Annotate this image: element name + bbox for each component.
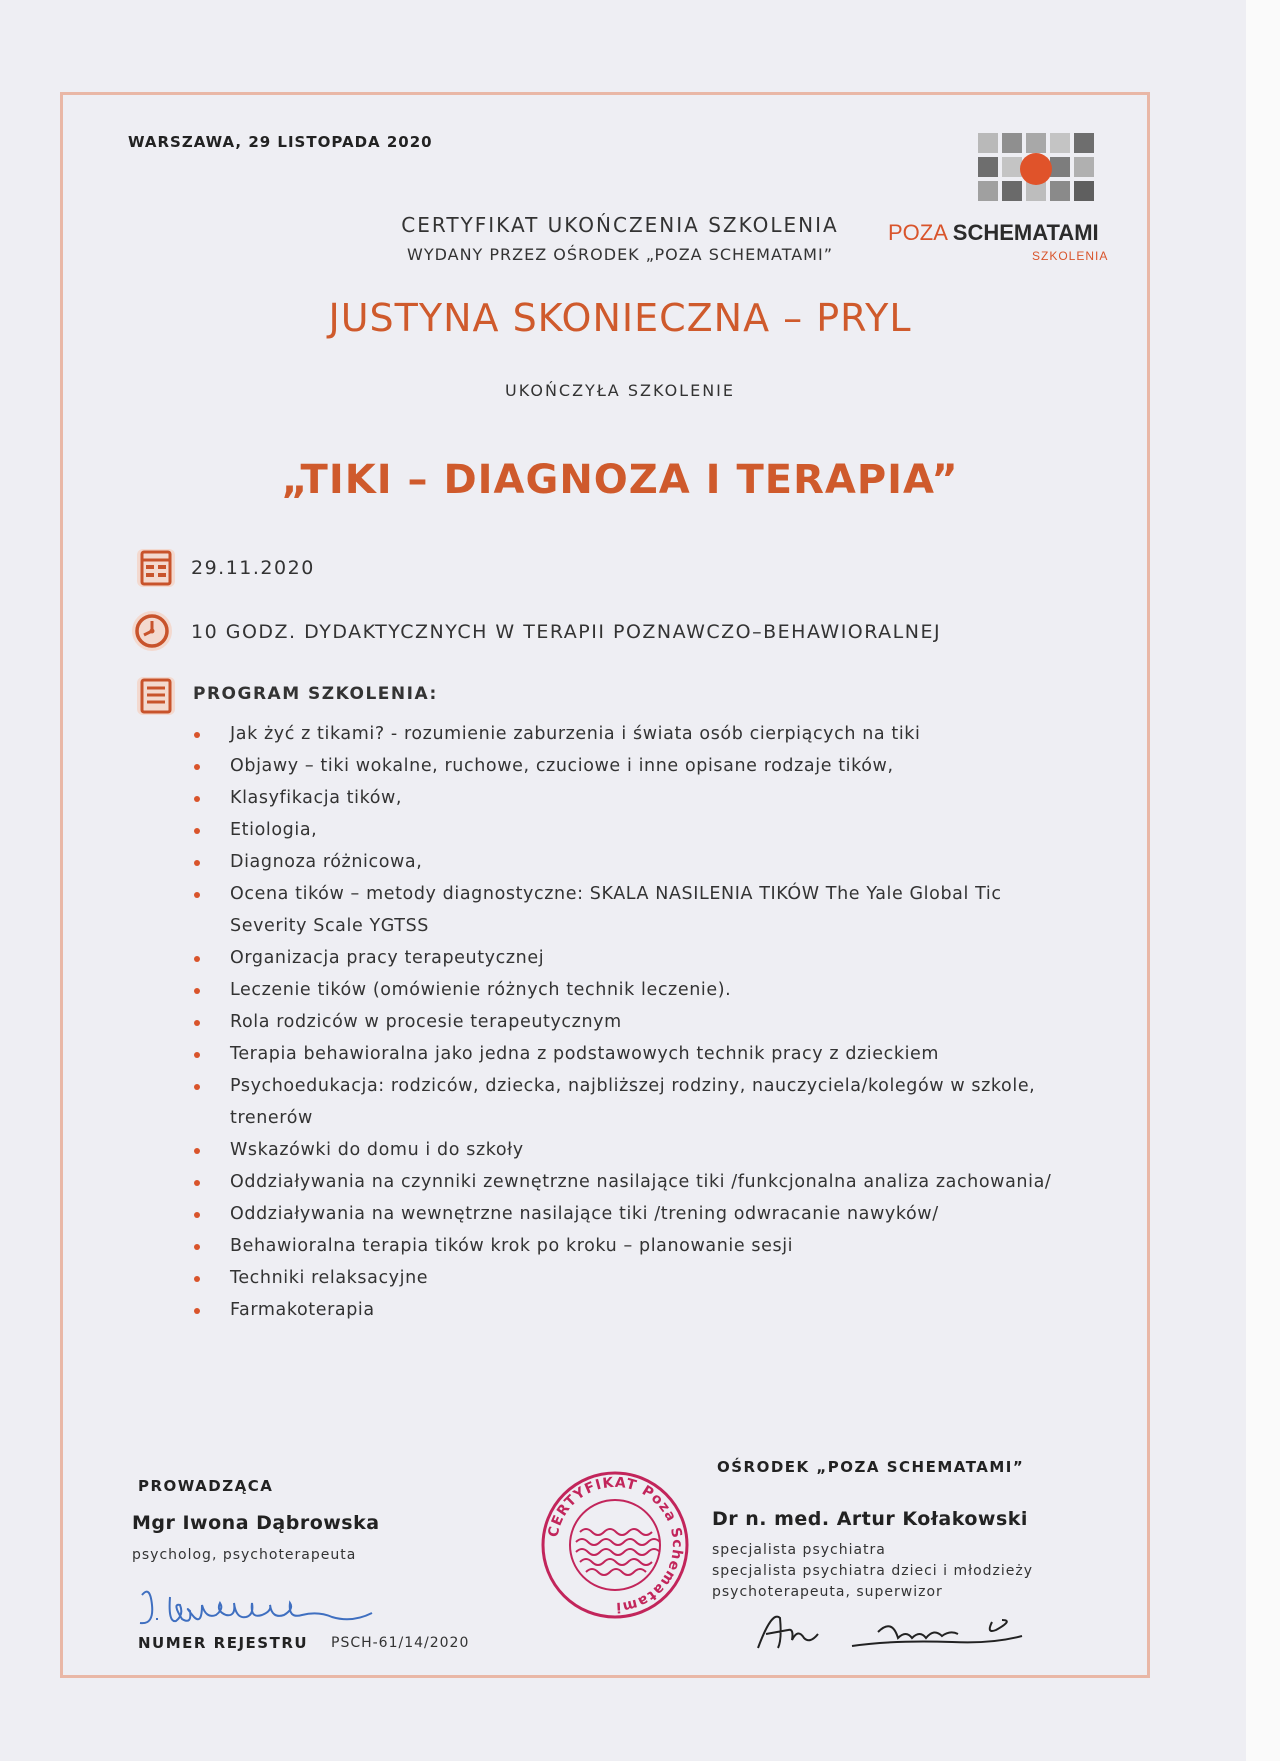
logo-subtitle: SZKOLENIA (1032, 249, 1109, 263)
center-label: OŚRODEK „POZA SCHEMATAMI” (717, 1458, 1025, 1476)
logo-word-2: SCHEMATAMI (952, 220, 1099, 245)
register-label: NUMER REJESTRU (138, 1634, 309, 1652)
program-item: Jak żyć z tikami? - rozumienie zaburzenia i świata osób cierpiących na tiki (192, 718, 1072, 750)
program-item: Klasyfikacja tików, (192, 782, 1072, 814)
program-item: Terapia behawioralna jako jedna z podstawowych technik pracy z dzieckiem (192, 1038, 1072, 1070)
logo-word-1: POZA (888, 220, 953, 245)
center-role: specjalista psychiatra dzieci i młodzieży (712, 1563, 1033, 1579)
logo-wordmark (888, 220, 1099, 246)
trainer-role: psycholog, psychoterapeuta (132, 1547, 357, 1563)
course-date: 29.11.2020 (191, 557, 315, 579)
program-item: Behawioralna terapia tików krok po kroku – planowanie sesji (192, 1230, 1072, 1262)
course-title: „TIKI – DIAGNOZA I TERAPIA” (281, 457, 959, 503)
director-signature (752, 1600, 1052, 1660)
trainer-signature (132, 1575, 392, 1635)
program-item: Techniki relaksacyjne (192, 1262, 1072, 1294)
trainer-label: PROWADZĄCA (138, 1477, 274, 1495)
program-item: Oddziaływania na wewnętrzne nasilające tiki /trening odwracanie nawyków/ (192, 1198, 1072, 1230)
calendar-icon (134, 546, 178, 590)
center-role: specjalista psychiatra (712, 1542, 886, 1558)
program-item: Objawy – tiki wokalne, ruchowe, czuciowe i inne opisane rodzaje tików, (192, 750, 1072, 782)
center-roles (712, 1540, 1033, 1603)
certificate-title: CERTYFIKAT UKOŃCZENIA SZKOLENIA (401, 213, 839, 237)
completed-label: UKOŃCZYŁA SZKOLENIE (505, 381, 735, 400)
participant-name: JUSTYNA SKONIECZNA – PRYL (328, 296, 912, 340)
list-icon (134, 674, 178, 718)
program-item: Oddziaływania na czynniki zewnętrzne nasilające tiki /funkcjonalna analiza zachowania/ (192, 1166, 1072, 1198)
trainer-name: Mgr Iwona Dąbrowska (132, 1512, 380, 1534)
program-heading: PROGRAM SZKOLENIA: (193, 684, 438, 704)
register-number: PSCH-61/14/2020 (331, 1635, 470, 1651)
course-hours: 10 GODZ. DYDAKTYCZNYCH W TERAPII POZNAWCZO–BEHAWIORALNEJ (191, 621, 942, 643)
program-item: Diagnoza różnicowa, (192, 846, 1072, 878)
program-item: Rola rodziców w procesie terapeutycznym (192, 1006, 1072, 1038)
program-item: Organizacja pracy terapeutycznej (192, 942, 1072, 974)
clock-icon (130, 609, 174, 653)
paper-edge (1246, 0, 1280, 1761)
program-item: Wskazówki do domu i do szkoły (192, 1134, 1072, 1166)
program-item: Ocena tików – metody diagnostyczne: SKALA NASILENIA TIKÓW The Yale Global Tic Severity Scale YGTSS (192, 878, 1072, 942)
program-item: Leczenie tików (omówienie różnych technik leczenie). (192, 974, 1072, 1006)
program-list (192, 718, 1072, 1326)
program-item: Etiologia, (192, 814, 1072, 846)
certificate-stamp-icon (540, 1470, 690, 1620)
stamp-text: CERTYFIKAT Poza Schematami (545, 1474, 686, 1616)
program-item: Farmakoterapia (192, 1294, 1072, 1326)
program-item: Psychoedukacja: rodziców, dziecka, najbliższej rodziny, nauczyciela/kolegów w szkole, trenerów (192, 1070, 1072, 1134)
certificate-subtitle: WYDANY PRZEZ OŚRODEK „POZA SCHEMATAMI” (407, 245, 833, 264)
center-director-name: Dr n. med. Artur Kołakowski (712, 1508, 1028, 1530)
center-role: psychoterapeuta, superwizor (712, 1584, 943, 1600)
place-date: WARSZAWA, 29 LISTOPADA 2020 (128, 133, 433, 151)
